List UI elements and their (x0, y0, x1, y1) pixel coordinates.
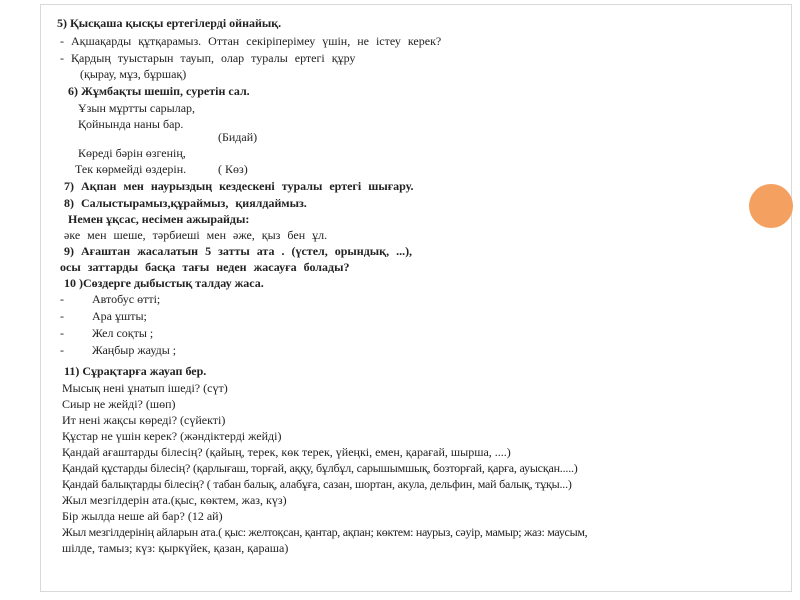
task11-line-3: Ит нені жақсы көреді? (сүйекті) (62, 413, 226, 427)
task10-item-4: Жаңбыр жауды ; (92, 343, 177, 357)
task11-line-9: Бір жылда неше ай бар? (12 ай) (62, 509, 223, 523)
decorative-circle (749, 184, 793, 228)
riddle1-answer: (Бидай) (218, 130, 258, 144)
task5-title: 5) Қысқаша қысқы ертегілерді ойнайық. (57, 16, 282, 30)
task11-line-11: шілде, тамыз; күз: қыркүйек, қазан, қараша) (62, 541, 289, 555)
task5-line1: - Ақшақарды құтқарамыз. Оттан секіріперімеу үшін, не істеу керек? (60, 34, 442, 48)
task10-bullet-2: - (60, 309, 64, 323)
task9-line1: 9) Ағаштан жасалатын 5 затты ата . (үстел, орындық, ...), (64, 244, 413, 258)
task10-item-2: Ара ұшты; (92, 309, 147, 323)
task5-line3: (қырау, мұз, бұршақ) (80, 67, 187, 81)
riddle2-answer: ( Көз) (218, 162, 248, 176)
task6-title: 6) Жұмбақты шешіп, суретін сал. (68, 84, 250, 98)
task11-line-6: Қандай құстарды білесің? (қарлығаш, торғай, аққу, бұлбұл, сарышымшық, бозторғай, қарға, ауысқан.....) (62, 461, 578, 475)
task8-title: 8) Салыстырамыз,құраймыз, қиялдаймыз. (64, 196, 307, 210)
riddle2-line1: Көреді бәрін өзгенің, (78, 146, 186, 160)
task10-bullet-3: - (60, 326, 64, 340)
task11-line-7: Қандай балықтарды білесің? ( табан балық, алабұға, сазан, шортан, акула, дельфин, май балық, тұқы...) (62, 477, 572, 491)
task10-bullet-4: - (60, 343, 64, 357)
riddle1-line2: Қойнында наны бар. (78, 117, 184, 131)
task8-subtitle: Немен ұқсас, несімен ажырайды: (68, 212, 250, 226)
task10-item-1: Автобус өтті; (92, 292, 161, 306)
task8-body: әке мен шеше, тәрбиеші мен әже, қыз бен ұл. (64, 228, 328, 242)
task11-line-10: Жыл мезгілдерінің айларын ата.( қыс: желтоқсан, қантар, ақпан; көктем: наурыз, сәуір, мамыр; жаз: маусым, (62, 525, 588, 539)
task11-line-8: Жыл мезгілдерін ата.(қыс, көктем, жаз, күз) (62, 493, 287, 507)
task11-line-2: Сиыр не жейді? (шөп) (62, 397, 176, 411)
task7-title: 7) Ақпан мен наурыздың кездескені туралы ертегі шығару. (64, 179, 414, 193)
task9-line2: осы заттарды басқа тағы неден жасауға болады? (60, 260, 350, 274)
task10-item-3: Жел соқты ; (92, 326, 154, 340)
riddle1-line1: Ұзын мұртты сарылар, (78, 101, 196, 115)
task10-bullet-1: - (60, 292, 64, 306)
task11-title: 11) Сұрақтарға жауап бер. (64, 364, 207, 378)
task11-line-1: Мысық нені ұнатып ішеді? (сүт) (62, 381, 228, 395)
task10-title: 10 )Сөздерге дыбыстық талдау жаса. (64, 276, 264, 290)
task11-line-4: Құстар не үшін керек? (жәндіктерді жейді) (62, 429, 282, 443)
riddle2-line2: Тек көрмейді өздерін. (75, 162, 187, 176)
task5-line2: - Қардың туыстарын тауып, олар туралы ертегі құру (60, 51, 356, 65)
task11-line-5: Қандай ағаштарды білесің? (қайың, терек, көк терек, үйеңкі, емен, қарағай, шырша, ....) (62, 445, 511, 459)
